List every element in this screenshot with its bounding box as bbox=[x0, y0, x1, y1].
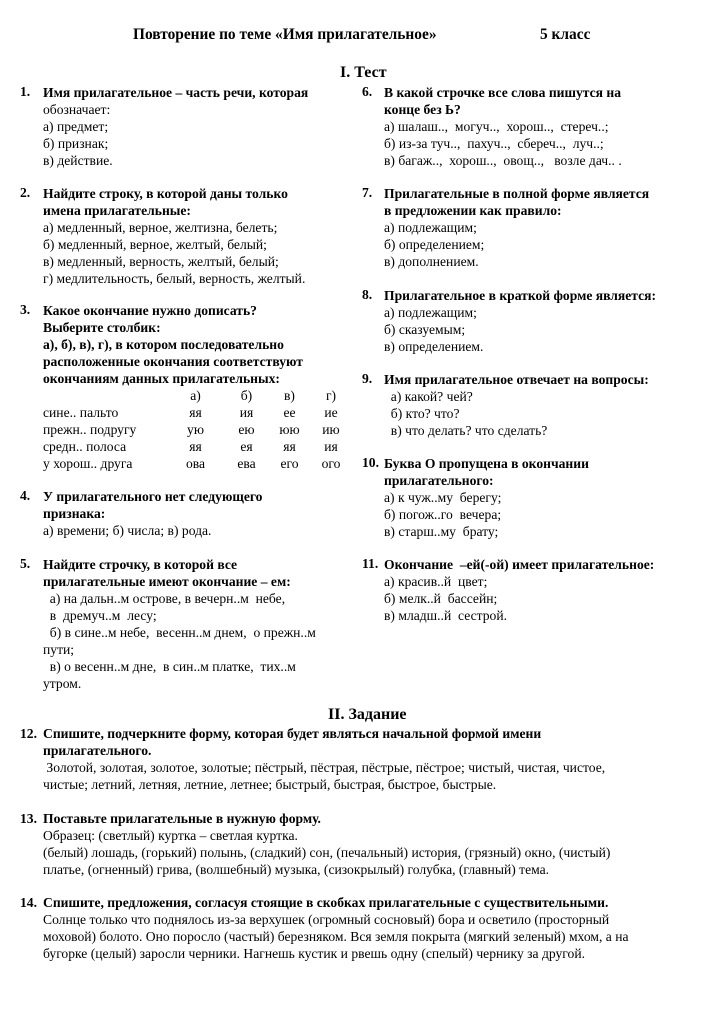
question-text: Имя прилагательное отвечает на вопросы: bbox=[384, 372, 649, 387]
answer-option: б) сказуемым; bbox=[384, 322, 466, 337]
question-1 bbox=[20, 84, 308, 169]
task-number: 12. bbox=[20, 726, 37, 741]
task-body-line: бугорке (целый) заросли черники. Нагнешь кустик и рвешь одну (спелый) чернику за другой. bbox=[43, 946, 586, 961]
answer-option: в) о весенн..м дне, в син..м платке, тих..м bbox=[43, 659, 296, 674]
answer-option: г) медлительность, белый, верность, желтый. bbox=[43, 271, 306, 286]
task-14 bbox=[20, 894, 710, 962]
task-body-line: платье, (огненный) грива, (волшебный) музыка, (сизокрылый) голубка, (главный) тема. bbox=[43, 862, 550, 877]
table-row bbox=[43, 455, 351, 472]
task-body-line: Солнце только что поднялось из-за верхушек (огромный сосновый) бора и осветило (просторный bbox=[43, 912, 610, 927]
answer-option: б) погож..го вечера; bbox=[384, 507, 502, 522]
task-text: Поставьте прилагательные в нужную форму. bbox=[43, 811, 321, 826]
grade-label: 5 класс bbox=[540, 26, 591, 43]
question-10 bbox=[362, 455, 589, 540]
table-cell: ого bbox=[321, 456, 341, 471]
question-7 bbox=[362, 185, 649, 270]
question-text: В какой строчке все слова пишутся на bbox=[384, 85, 622, 100]
question-4 bbox=[20, 488, 262, 539]
answer-option: б) из-за туч.., пахуч.., сбереч.., луч..; bbox=[384, 136, 604, 151]
answer-option: а) времени; б) числа; в) рода. bbox=[43, 523, 212, 538]
table-cell: ея bbox=[240, 439, 253, 454]
answer-option: б) медленный, верное, желтый, белый; bbox=[43, 237, 267, 252]
question-text: Найдите строку, в которой даны только bbox=[43, 186, 288, 201]
question-number: 1. bbox=[20, 84, 31, 99]
answer-option: а) к чуж..му берегу; bbox=[384, 490, 502, 505]
column-header: б) bbox=[240, 388, 253, 403]
task-12 bbox=[20, 725, 710, 793]
question-6 bbox=[362, 84, 622, 169]
table-cell: ия bbox=[324, 439, 338, 454]
question-text: прилагательные имеют окончание – ем: bbox=[43, 574, 291, 589]
answer-option: б) признак; bbox=[43, 136, 109, 151]
question-11 bbox=[362, 556, 654, 624]
column-header: г) bbox=[325, 388, 337, 403]
question-text: У прилагательного нет следующего bbox=[43, 489, 263, 504]
answer-option: а) шалаш.., могуч.., хорош.., стереч..; bbox=[384, 119, 609, 134]
question-number: 5. bbox=[20, 556, 31, 571]
answer-option: в) старш..му брату; bbox=[384, 524, 499, 539]
answer-option: б) в сине..м небе, весенн..м днем, о прежн..м bbox=[43, 625, 316, 640]
table-cell: ею bbox=[238, 422, 255, 437]
question-text: Окончание –ей(-ой) имеет прилагательное: bbox=[384, 557, 655, 572]
task-body-line: моховой) болото. Оно поросло (частый) березняком. Вся земля покрыта (мягкий зеленый) мхом, а на bbox=[43, 929, 629, 944]
task-number: 14. bbox=[20, 895, 37, 910]
table-cell: средн.. полоса bbox=[43, 439, 127, 454]
answer-option: б) определением; bbox=[384, 237, 485, 252]
question-text: Прилагательные в полной форме является bbox=[384, 186, 650, 201]
question-5 bbox=[20, 556, 316, 692]
answer-option: а) подлежащим; bbox=[384, 220, 477, 235]
answer-option: в) определением. bbox=[384, 339, 484, 354]
table-cell: прежн.. подругу bbox=[43, 422, 137, 437]
question-text: Прилагательное в краткой форме является: bbox=[384, 288, 657, 303]
table-cell: ия bbox=[239, 405, 254, 420]
question-text: расположенные окончания соответствуют bbox=[43, 354, 303, 369]
column-header: а) bbox=[190, 388, 201, 403]
question-text: Найдите строчку, в которой все bbox=[43, 557, 238, 572]
question-number: 9. bbox=[362, 371, 373, 386]
question-text: имена прилагательные: bbox=[43, 203, 191, 218]
page-title: Повторение по теме «Имя прилагательное» bbox=[133, 26, 437, 43]
answer-option: в) медленный, верность, желтый, белый; bbox=[43, 254, 279, 269]
table-row bbox=[43, 404, 351, 421]
question-number: 6. bbox=[362, 84, 373, 99]
question-text: признака: bbox=[43, 506, 106, 521]
answer-option: утром. bbox=[43, 676, 82, 691]
question-text: Имя прилагательное – часть речи, которая bbox=[43, 85, 309, 100]
task-text: Спишите, подчеркните форму, которая будет являться начальной формой имени bbox=[43, 726, 542, 741]
question-number: 3. bbox=[20, 302, 31, 317]
answer-option: а) подлежащим; bbox=[384, 305, 477, 320]
answer-option: а) на дальн..м острове, в вечерн..м небе, bbox=[43, 591, 286, 606]
table-header-row bbox=[43, 387, 351, 404]
question-8 bbox=[362, 287, 656, 355]
answer-option: б) кто? что? bbox=[384, 406, 460, 421]
answer-option: в) младш..й сестрой. bbox=[384, 608, 507, 623]
table-cell: сине.. пальто bbox=[43, 405, 119, 420]
question-number: 10. bbox=[362, 455, 379, 470]
question-text: Какое окончание нужно дописать? bbox=[43, 303, 257, 318]
column-header: в) bbox=[284, 388, 295, 403]
task-body-line: чистые; летний, летняя, летние, летнее; быстрый, быстрая, быстрое, быстрые. bbox=[43, 777, 497, 792]
answer-option: а) медленный, верное, желтизна, белеть; bbox=[43, 220, 278, 235]
table-cell: яя bbox=[189, 439, 202, 454]
table-cell: его bbox=[280, 456, 299, 471]
task-body-line: Образец: (светлый) куртка – светлая куртка. bbox=[43, 828, 298, 843]
answer-option: в) действие. bbox=[43, 153, 113, 168]
question-number: 4. bbox=[20, 488, 31, 503]
question-text: Выберите столбик: bbox=[43, 320, 161, 335]
table-cell: юю bbox=[279, 422, 300, 437]
question-text: в предложении как правило: bbox=[384, 203, 562, 218]
question-text: прилагательного: bbox=[384, 473, 494, 488]
table-cell: яя bbox=[189, 405, 202, 420]
table-row bbox=[43, 438, 351, 455]
answer-option: а) какой? чей? bbox=[384, 389, 473, 404]
answer-option: в) дополнением. bbox=[384, 254, 479, 269]
answer-option: пути; bbox=[43, 642, 75, 657]
question-number: 11. bbox=[362, 556, 379, 571]
task-text: Спишите, предложения, согласуя стоящие в скобках прилагательные с существительными. bbox=[43, 895, 609, 910]
question-text: Буква О пропущена в окончании bbox=[384, 456, 589, 471]
table-cell: ию bbox=[322, 422, 340, 437]
answer-option: в) багаж.., хорош.., овощ.., возле дач.. . bbox=[384, 153, 622, 168]
task-body-line: (белый) лошадь, (горький) полынь, (сладкий) сон, (печальный) история, (грязный) окно, (чистый) bbox=[43, 845, 611, 860]
question-text: а), б), в), г), в котором последовательно bbox=[43, 337, 284, 352]
question-3 bbox=[20, 302, 303, 387]
task-13 bbox=[20, 810, 710, 878]
section-task-heading: II. Задание bbox=[328, 706, 407, 723]
answer-option: в) что делать? что сделать? bbox=[384, 423, 548, 438]
table-cell: ова bbox=[185, 456, 206, 471]
answer-option: в дремуч..м лесу; bbox=[43, 608, 157, 623]
answer-option: б) мелк..й бассейн; bbox=[384, 591, 498, 606]
question-number: 2. bbox=[20, 185, 31, 200]
answer-option: а) красив..й цвет; bbox=[384, 574, 488, 589]
table-cell: ую bbox=[187, 422, 204, 437]
question-number: 8. bbox=[362, 287, 373, 302]
table-cell bbox=[43, 387, 166, 404]
question-line: обозначает: bbox=[43, 102, 111, 117]
question-2 bbox=[20, 185, 305, 287]
task-text: прилагательного. bbox=[43, 743, 152, 758]
table-cell: ие bbox=[324, 405, 338, 420]
table-cell: ее bbox=[283, 405, 296, 420]
table-row bbox=[43, 421, 351, 438]
table-cell: ева bbox=[237, 456, 256, 471]
question-9 bbox=[362, 371, 649, 439]
table-cell: у хорош.. друга bbox=[43, 456, 133, 471]
section-test-heading: I. Тест bbox=[340, 64, 387, 81]
task-number: 13. bbox=[20, 811, 37, 826]
question-number: 7. bbox=[362, 185, 373, 200]
endings-table bbox=[43, 387, 351, 472]
table-cell: яя bbox=[283, 439, 296, 454]
answer-option: а) предмет; bbox=[43, 119, 109, 134]
question-text: конце без Ь? bbox=[384, 102, 461, 117]
question-text: окончаниям данных прилагательных: bbox=[43, 371, 280, 386]
task-body-line: Золотой, золотая, золотое, золотые; пёстрый, пёстрая, пёстрые, пёстрое; чистый, чистая, чистое, bbox=[43, 760, 606, 775]
